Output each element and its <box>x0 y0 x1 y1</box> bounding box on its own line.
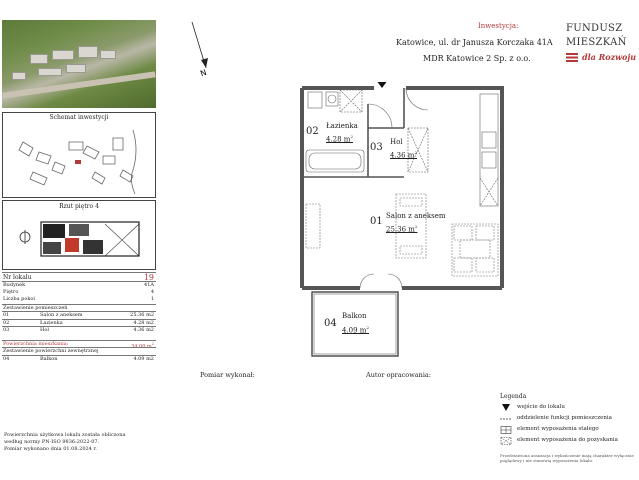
building-value: 41A <box>144 282 154 288</box>
floor-key-plan <box>3 212 155 270</box>
total-area-label: Powierzchnia mieszkania: <box>3 340 69 347</box>
logo <box>566 22 638 62</box>
room-02-area-value: 4.28 m <box>326 135 351 144</box>
floor-plan <box>296 82 506 362</box>
legend-note: Przedstawiona aranżacja i wykończenie mają charakter wyłącznie poglądowy i nie stanowią wyposażenia lokalu. <box>500 453 634 463</box>
footnote <box>4 432 174 453</box>
legend-item-label: element wyposażenia stałego <box>517 426 599 432</box>
outdoor-no: 04 <box>3 355 10 362</box>
investment-scheme <box>2 112 156 198</box>
room-row <box>2 311 156 319</box>
room-04-name: Balkon <box>342 312 367 320</box>
dashed-line-icon <box>500 415 512 423</box>
floor-key <box>2 200 156 270</box>
north-arrow-icon <box>188 20 218 80</box>
outdoor-area: 4.09 m2 <box>133 355 154 362</box>
floor-value: 4 <box>150 288 154 295</box>
footnote-line: Pomiar wykonano dnia 01.08.2024 r. <box>4 446 97 452</box>
logo-line3: dla Rozwoju <box>582 52 637 62</box>
room-01-area-value: 25.36 m <box>386 225 415 234</box>
room-02-number: 02 <box>306 126 319 137</box>
room-03-name: Hol <box>390 138 403 146</box>
scheme-map <box>3 122 155 198</box>
room-04-number: 04 <box>324 318 337 329</box>
entrance-triangle-icon <box>500 404 512 412</box>
scheme-title: Schemat inwestycji <box>49 114 109 121</box>
footnote-line: Powierzchnia użytkowa lokalu została obliczona <box>4 432 126 438</box>
optional-equipment-icon <box>500 437 512 445</box>
outdoor-name: Balkon <box>40 355 58 362</box>
logo-mark-icon <box>566 53 578 62</box>
legend <box>498 391 638 446</box>
room-row <box>2 319 156 327</box>
room-03-area: 4.36 $m^2$ <box>390 150 417 160</box>
rooms-header: Zestawienie pomieszczeń <box>3 304 68 311</box>
investor-label: Inwestycja: <box>478 22 519 30</box>
legend-item-label: element wyposażenia do pozyskania <box>517 437 618 443</box>
legend-item-label: wejście do lokalu <box>517 404 565 410</box>
room-area: 25.36 m2 <box>130 312 154 318</box>
floor-label: Piętro <box>3 288 19 295</box>
room-no: 01 <box>3 312 10 318</box>
room-02-area: 4.28 $m^2$ <box>326 134 353 144</box>
total-area-number: 34.00 m <box>131 343 152 350</box>
aerial-photo <box>2 20 156 108</box>
room-01-number: 01 <box>370 216 383 227</box>
legend-title: Legenda <box>500 393 527 400</box>
apartment-info <box>2 272 156 362</box>
legend-item <box>498 424 638 435</box>
room-no: 02 <box>3 319 10 326</box>
room-name: Łazienka <box>40 319 63 326</box>
logo-line1: FUNDUSZ <box>566 23 623 34</box>
room-01-name: Salon z aneksem <box>386 212 446 220</box>
total-area-value: 34.00 $m^2$ <box>131 341 154 350</box>
room-04-area: 4.09 $m^2$ <box>342 325 369 335</box>
room-name: Salon z aneksem <box>40 312 83 318</box>
building-label: Budynek <box>3 282 26 288</box>
author-label: Autor opracowania: <box>366 371 431 379</box>
room-01-area: 25.36 $m^2$ <box>386 224 418 234</box>
legend-item <box>498 402 638 413</box>
footnote-line: według normy PN-ISO 9836:2022-07. <box>4 439 100 445</box>
legend-item-label: oddzielenie funkcji pomieszczenia <box>517 415 612 421</box>
fixed-equipment-icon <box>500 426 512 434</box>
room-04-area-value: 4.09 m <box>342 326 367 335</box>
room-area: 4.36 m2 <box>133 327 154 333</box>
address: Katowice, ul. dr Janusza Korczaka 41A <box>396 38 553 47</box>
outdoor-row <box>2 355 156 363</box>
floor-title: Rzut piętro 4 <box>59 203 99 210</box>
room-no: 03 <box>3 327 10 333</box>
rooms-count-value: 1 <box>150 296 154 302</box>
room-03-number: 03 <box>370 142 383 153</box>
legend-item <box>498 413 638 424</box>
outdoor-header: Zestawienie powierzchni zewnętrznej <box>3 348 99 354</box>
measured-by-label: Pomiar wykonał: <box>200 371 255 379</box>
room-area: 4.28 m2 <box>133 319 154 326</box>
room-02-name: Łazienka <box>326 122 358 130</box>
nr-label: Nr lokalu <box>3 274 32 281</box>
room-03-area-value: 4.36 m <box>390 151 415 160</box>
room-name: Hol <box>40 327 49 333</box>
svg-text:N: N <box>199 67 208 79</box>
logo-line2: MIESZKAŃ <box>566 37 627 48</box>
company-name: MDR Katowice 2 Sp. z o.o. <box>423 54 531 63</box>
room-row <box>2 326 156 334</box>
nr-value: 19 <box>143 273 154 282</box>
legend-item <box>498 435 638 446</box>
rooms-count-label: Liczba pokoi <box>3 296 35 302</box>
